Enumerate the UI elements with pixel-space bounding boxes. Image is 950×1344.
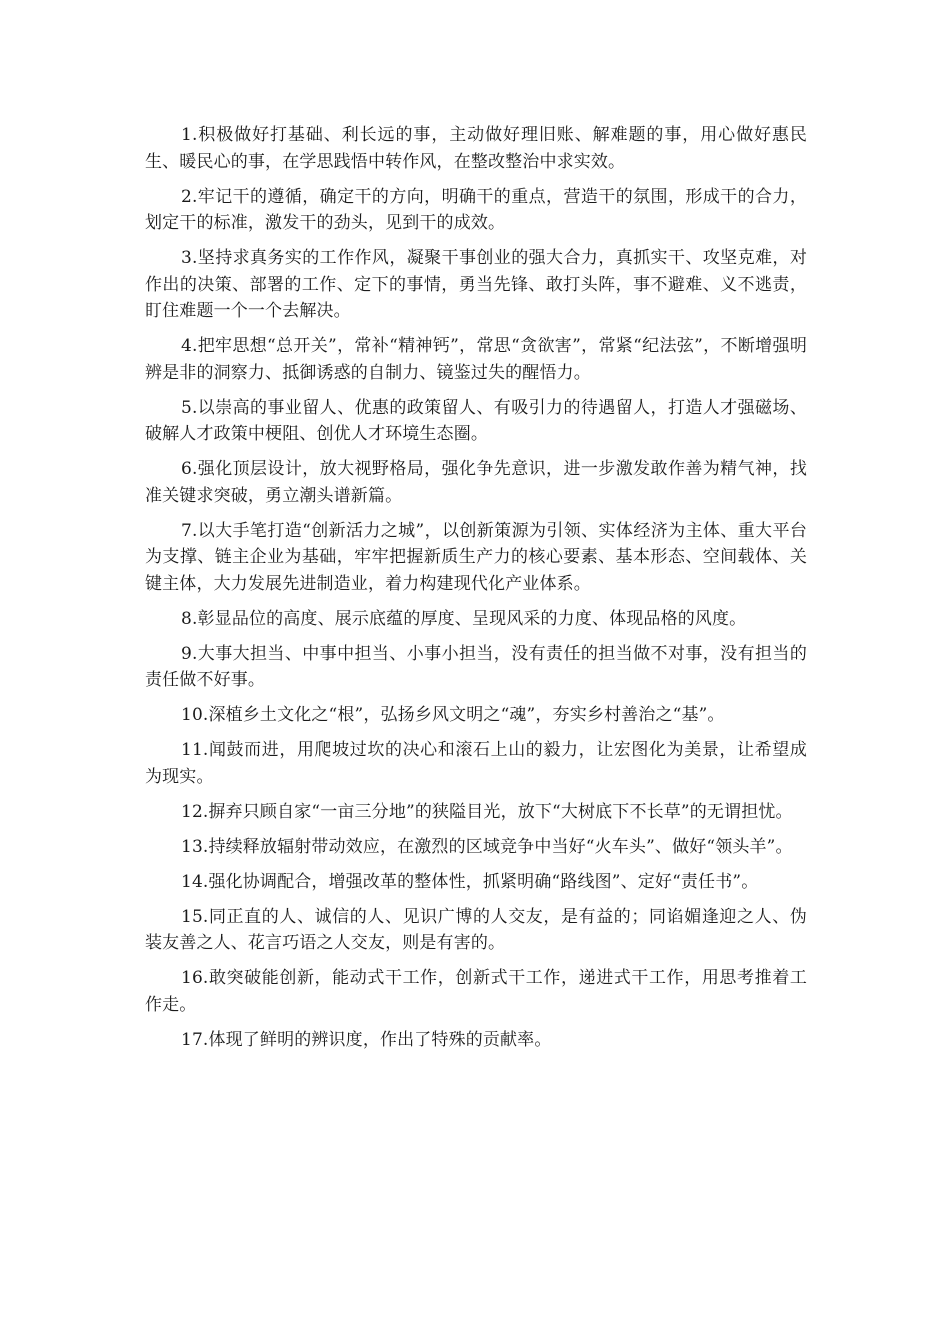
document-body xyxy=(145,122,807,1062)
paragraph-4: 4.把牢思想“总开关”，常补“精神钙”，常思“贪欲害”，常紧“纪法弦”，不断增强明辨是非的洞察力、抵御诱惑的自制力、镜鉴过失的醒悟力。 xyxy=(145,336,807,383)
paragraph-12: 12.摒弃只顾自家“一亩三分地”的狭隘目光，放下“大树底下不长草”的无谓担忧。 xyxy=(181,801,793,822)
paragraph-2: 2.牢记干的遵循，确定干的方向，明确干的重点，营造干的氛围，形成干的合力，划定干的标准，激发干的劲头，见到干的成效。 xyxy=(145,186,807,233)
paragraph-17: 17.体现了鲜明的辨识度，作出了特殊的贡献率。 xyxy=(181,1029,552,1050)
paragraph-5: 5.以崇高的事业留人、优惠的政策留人、有吸引力的待遇留人，打造人才强磁场、破解人才政策中梗阻、创优人才环境生态圈。 xyxy=(145,397,807,444)
paragraph-7: 7.以大手笔打造“创新活力之城”，以创新策源为引领、实体经济为主体、重大平台为支撑、链主企业为基础，牢牢把握新质生产力的核心要素、基本形态、空间载体、关键主体，大力发展先进制造业，着力构建现代化产业体系。 xyxy=(145,520,807,594)
paragraph-9: 9.大事大担当、中事中担当、小事小担当，没有责任的担当做不对事，没有担当的责任做不好事。 xyxy=(145,643,807,690)
paragraph-3: 3.坚持求真务实的工作作风，凝聚干事创业的强大合力，真抓实干、攻坚克难，对作出的决策、部署的工作、定下的事情，勇当先锋、敢打头阵，事不避难、义不逃责，盯住难题一个一个去解决。 xyxy=(145,248,807,321)
paragraph-14: 14.强化协调配合，增强改革的整体性，抓紧明确“路线图”、定好“责任书”。 xyxy=(181,871,759,892)
paragraph-6: 6.强化顶层设计，放大视野格局，强化争先意识，进一步激发敢作善为精气神，找准关键求突破，勇立潮头谱新篇。 xyxy=(145,459,807,506)
paragraph-1: 1.积极做好打基础、利长远的事，主动做好理旧账、解难题的事，用心做好惠民生、暖民心的事，在学思践悟中转作风，在整改整治中求实效。 xyxy=(145,125,807,172)
paragraph-16: 16.敢突破能创新，能动式干工作，创新式干工作，递进式干工作，用思考推着工作走。 xyxy=(145,968,807,1015)
paragraph-10: 10.深植乡土文化之“根”，弘扬乡风文明之“魂”，夯实乡村善治之“基”。 xyxy=(181,705,725,725)
paragraph-11: 11.闻鼓而进，用爬坡过坎的决心和滚石上山的毅力，让宏图化为美景，让希望成为现实。 xyxy=(145,740,807,787)
paragraph-13: 13.持续释放辐射带动效应，在激烈的区域竞争中当好“火车头”、做好“领头羊”。 xyxy=(181,836,793,857)
paragraph-8: 8.彰显品位的高度、展示底蕴的厚度、呈现风采的力度、体现品格的风度。 xyxy=(181,608,747,629)
paragraph-15: 15.同正直的人、诚信的人、见识广博的人交友，是有益的；同谄媚逢迎之人、伪装友善之人、花言巧语之人交友，则是有害的。 xyxy=(145,906,807,953)
